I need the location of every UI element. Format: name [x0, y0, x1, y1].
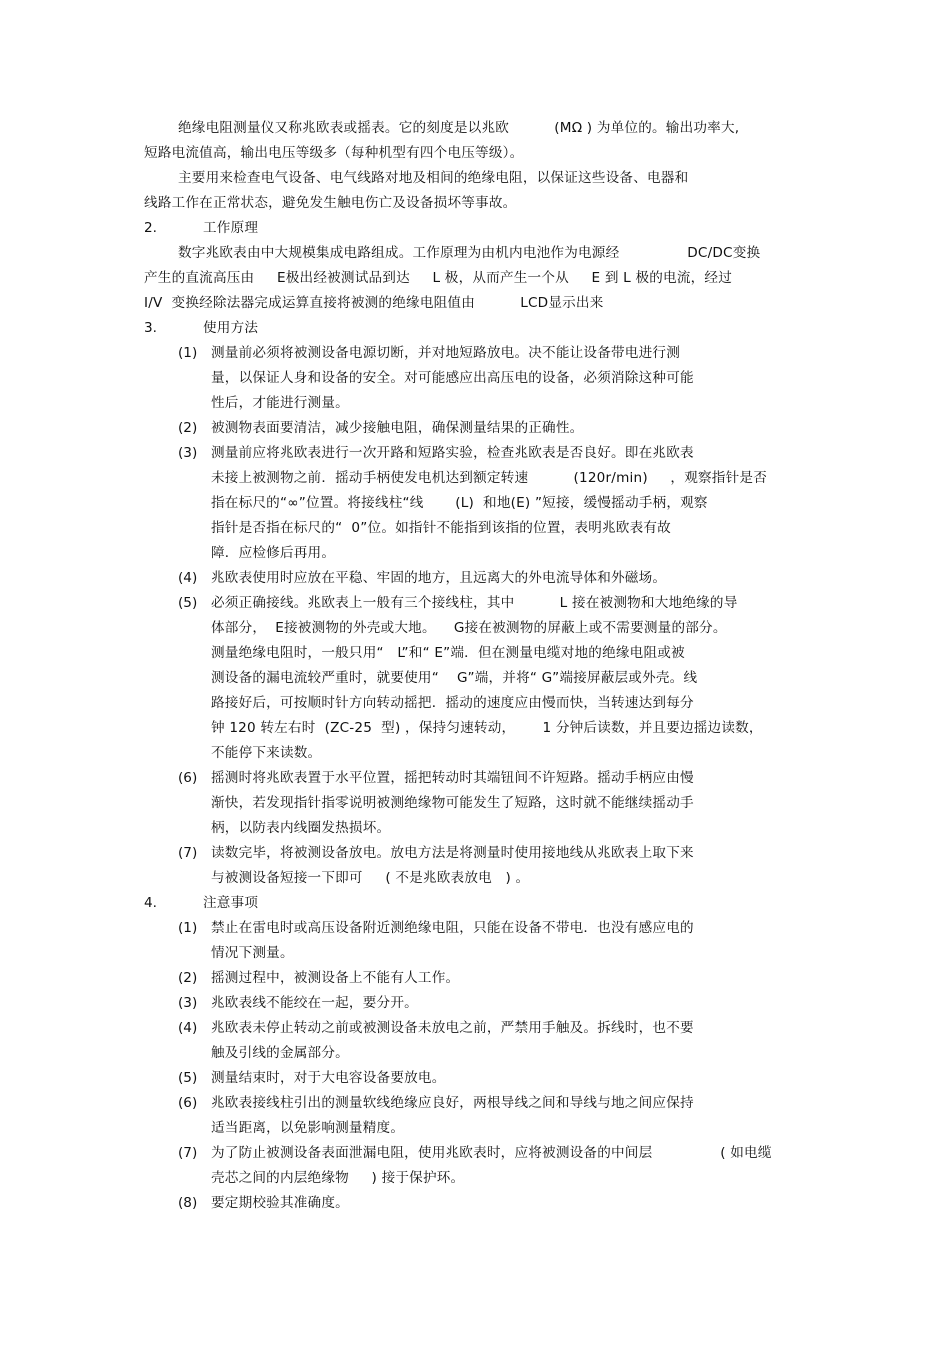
s4-item-4-number: (4)	[178, 1020, 198, 1036]
s3-item-2-line-1: 被测物表面要清洁，减少接触电阻，确保测量结果的正确性。	[211, 420, 584, 436]
s3-item-7-line-1: 读数完毕，将被测设备放电。放电方法是将测量时使用接地线从兆欧表上取下来	[211, 845, 694, 861]
s3-item-1-line-3: 性后，才能进行测量。	[211, 395, 349, 411]
s4-item-5-number: (5)	[178, 1070, 198, 1086]
s3-item-5-line-3: 测量绝缘电阻时，一般只用“ L”和“ E”端．但在测量电缆对地的绝缘电阻或被	[211, 645, 685, 661]
section-4-number: 4.	[144, 895, 157, 911]
s3-item-5-line-2: 体部分， E接被测物的外壳或大地。 G接在被测物的屏蔽上或不需要测量的部分。	[211, 620, 727, 636]
intro-p2-line-1: 主要用来检查电气设备、电气线路对地及相间的绝缘电阻，以保证这些设备、电器和	[178, 170, 689, 186]
s3-item-4-number: (4)	[178, 570, 198, 586]
s3-item-6-line-3: 柄，以防表内线圈发热损坏。	[211, 820, 391, 836]
s3-item-5-number: (5)	[178, 595, 198, 611]
s4-item-1-line-1: 禁止在雷电时或高压设备附近测绝缘电阻，只能在设备不带电．也没有感应电的	[211, 920, 694, 936]
intro-p1-line-2: 短路电流值高，输出电压等级多（每种机型有四个电压等级）。	[144, 145, 524, 161]
s3-item-6-number: (6)	[178, 770, 198, 786]
s4-item-4-line-2: 触及引线的金属部分。	[211, 1045, 349, 1061]
s3-item-5-line-6: 钟 120 转左右时 (ZC-25 型) ，保持匀速转动， 1 分钟后读数，并且要边摇边读数，	[211, 720, 763, 736]
s4-item-2-line-1: 摇测过程中，被测设备上不能有人工作。	[211, 970, 460, 986]
section-2-line-3: I/V 变换经除法器完成运算直接将被测的绝缘电阻值由 LCD显示出来	[144, 295, 604, 311]
s4-item-1-number: (1)	[178, 920, 198, 936]
s4-item-6-number: (6)	[178, 1095, 198, 1111]
s3-item-5-line-1: 必须正确接线。兆欧表上一般有三个接线柱，其中 L 接在被测物和大地绝缘的导	[211, 595, 738, 611]
section-3-title: 使用方法	[203, 320, 259, 336]
intro-p1-line-1: 绝缘电阻测量仪又称兆欧表或摇表。它的刻度是以兆欧 (MΩ ) 为单位的。输出功率大,	[178, 120, 740, 136]
s4-item-3-number: (3)	[178, 995, 198, 1011]
s3-item-7-number: (7)	[178, 845, 198, 861]
intro-p2-line-2: 线路工作在正常状态，避免发生触电伤亡及设备损坏等事故。	[144, 195, 517, 211]
s4-item-4-line-1: 兆欧表未停止转动之前或被测设备未放电之前，严禁用手触及。拆线时，也不要	[211, 1020, 694, 1036]
s4-item-7-line-1: 为了防止被测设备表面泄漏电阻，使用兆欧表时，应将被测设备的中间层 ( 如电缆	[211, 1145, 772, 1161]
s4-item-2-number: (2)	[178, 970, 198, 986]
section-4-title: 注意事项	[203, 895, 259, 911]
s4-item-6-line-1: 兆欧表接线柱引出的测量软线绝缘应良好，两根导线之间和导线与地之间应保持	[211, 1095, 694, 1111]
s3-item-3-line-5: 障．应检修后再用。	[211, 545, 336, 561]
s3-item-5-line-7: 不能停下来读数。	[211, 745, 322, 761]
s3-item-3-line-2: 未接上被测物之前．摇动手柄使发电机达到额定转速 (120r/min) ，观察指针是否	[211, 470, 767, 486]
s3-item-3-line-1: 测量前应将兆欧表进行一次开路和短路实验，检查兆欧表是否良好。即在兆欧表	[211, 445, 694, 461]
s3-item-6-line-1: 摇测时将兆欧表置于水平位置，摇把转动时其端钮间不许短路。摇动手柄应由慢	[211, 770, 694, 786]
section-3-number: 3.	[144, 320, 157, 336]
s3-item-1-line-1: 测量前必须将被测设备电源切断，并对地短路放电。决不能让设备带电进行测	[211, 345, 680, 361]
s3-item-3-number: (3)	[178, 445, 198, 461]
section-2-number: 2.	[144, 220, 157, 236]
s3-item-1-number: (1)	[178, 345, 198, 361]
s3-item-1-line-2: 量，以保证人身和设备的安全。对可能感应出高压电的设备，必须消除这种可能	[211, 370, 694, 386]
s3-item-7-line-2: 与被测设备短接一下即可 ( 不是兆欧表放电 ) 。	[211, 870, 530, 886]
s3-item-5-line-5: 路接好后，可按顺时针方向转动摇把．摇动的速度应由慢而快，当转速达到每分	[211, 695, 694, 711]
s4-item-7-number: (7)	[178, 1145, 198, 1161]
section-2-line-2: 产生的直流高压由 E极出经被测试品到达 L 极，从而产生一个从 E 到 L 极的电流，经过	[144, 270, 733, 286]
s4-item-1-line-2: 情况下测量。	[211, 945, 294, 961]
s3-item-5-line-4: 测设备的漏电流较严重时，就要使用“ G”端，并将“ G”端接屏蔽层或外壳。线	[211, 670, 698, 686]
s3-item-6-line-2: 渐快，若发现指针指零说明被测绝缘物可能发生了短路，这时就不能继续摇动手	[211, 795, 694, 811]
s4-item-7-line-2: 壳芯之间的内层绝缘物 ) 接于保护环。	[211, 1170, 465, 1186]
s3-item-4-line-1: 兆欧表使用时应放在平稳、牢固的地方，且远离大的外电流导体和外磁场。	[211, 570, 667, 586]
s4-item-8-line-1: 要定期校验其准确度。	[211, 1195, 349, 1211]
s3-item-2-number: (2)	[178, 420, 198, 436]
s4-item-8-number: (8)	[178, 1195, 198, 1211]
section-2-line-1: 数字兆欧表由中大规模集成电路组成。工作原理为由机内电池作为电源经 DC/DC变换	[178, 245, 761, 261]
s3-item-3-line-4: 指针是否指在标尺的“ 0”位。如指针不能指到该指的位置，表明兆欧表有故	[211, 520, 671, 536]
s4-item-5-line-1: 测量结束时，对于大电容设备要放电。	[211, 1070, 446, 1086]
s3-item-3-line-3: 指在标尺的“∞”位置。将接线柱“线 (L) 和地(E) ”短接，缓慢摇动手柄，观察	[211, 495, 708, 511]
s4-item-6-line-2: 适当距离，以免影响测量精度。	[211, 1120, 405, 1136]
section-2-title: 工作原理	[203, 220, 259, 236]
s4-item-3-line-1: 兆欧表线不能绞在一起，要分开。	[211, 995, 418, 1011]
